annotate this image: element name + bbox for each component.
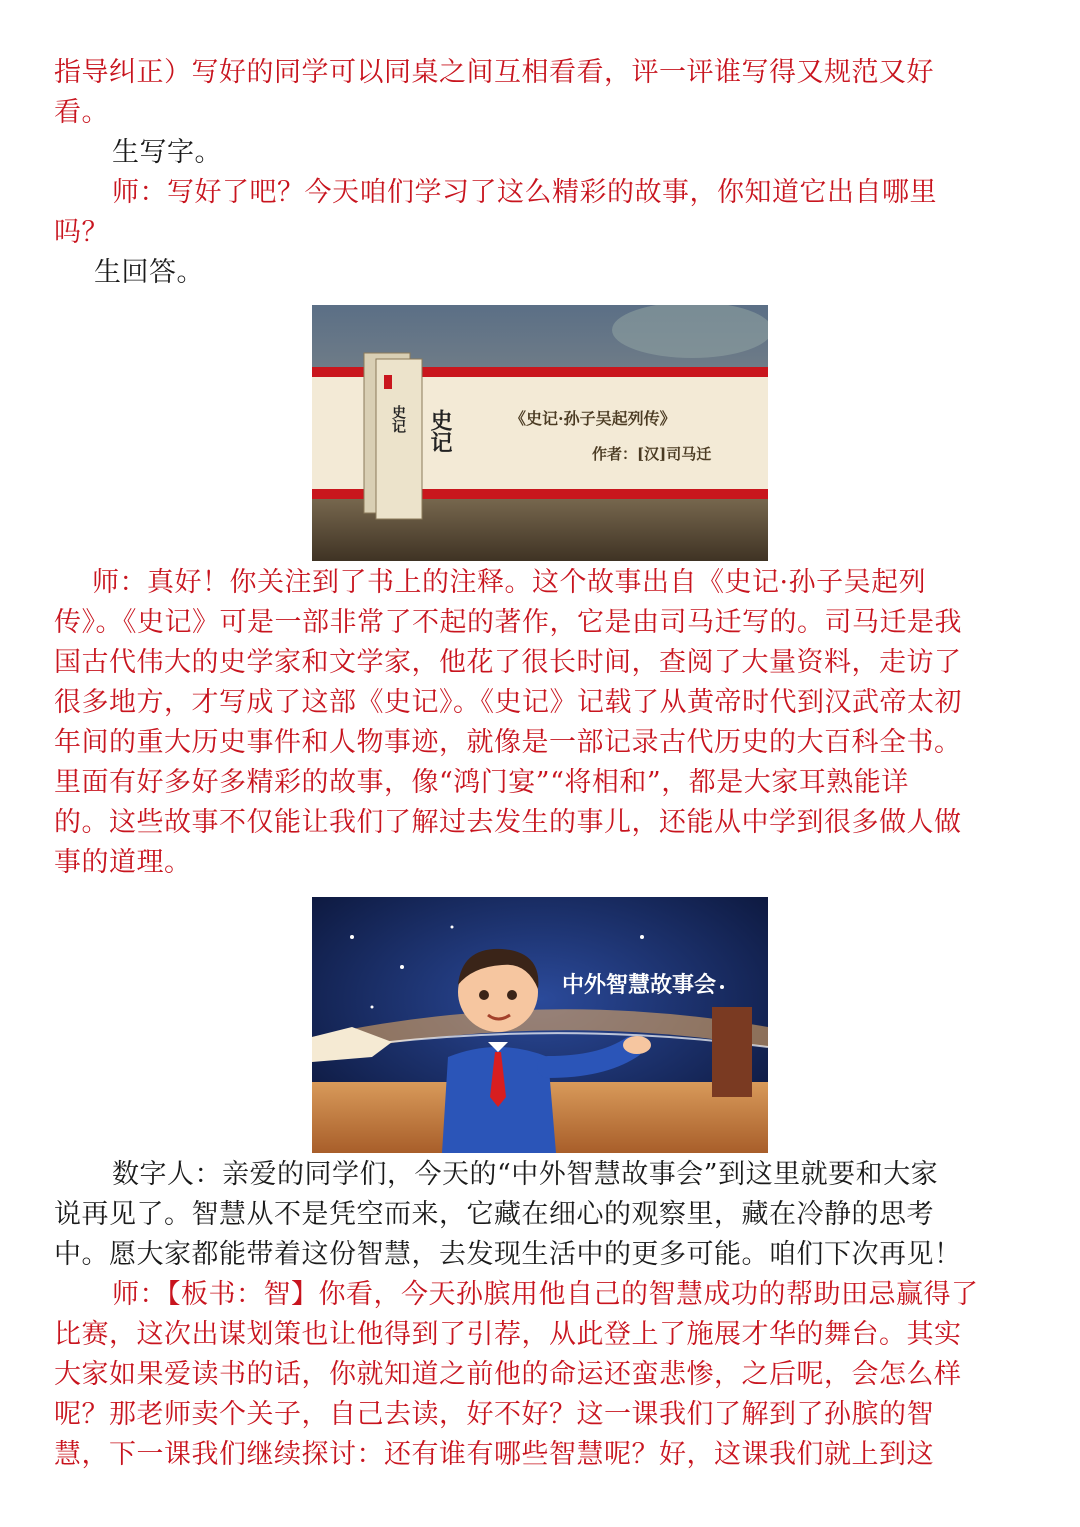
digital-host-image [312, 897, 768, 1153]
text-line: 师：写好了吧？今天咱们学习了这么精彩的故事，你知道它出自哪里 [112, 177, 937, 208]
shiji-book-image [312, 305, 768, 561]
text-line: 中。愿大家都能带着这份智慧，去发现生活中的更多可能。咱们下次再见！ [54, 1239, 962, 1270]
text-line: 很多地方，才写成了这部《史记》。《史记》记载了从黄帝时代到汉武帝太初 [54, 687, 962, 718]
text-line: 大家如果爱读书的话，你就知道之前他的命运还蛮悲惨，之后呢，会怎么样 [54, 1359, 962, 1390]
text-line: 年间的重大历史事件和人物事迹，就像是一部记录古代历史的大百科全书。 [54, 727, 962, 758]
figure-caption-title: 《史记·孙子吴起列传》 [510, 409, 676, 428]
text-line: 指导纠正）写好的同学可以同桌之间互相看看，评一评谁写得又规范又好 [54, 57, 934, 88]
text-line: 生回答。 [94, 257, 204, 288]
text-line: 比赛，这次出谋划策也让他得到了引荐，从此登上了施展才华的舞台。其实 [54, 1319, 962, 1350]
text-line: 数字人：亲爱的同学们，今天的“中外智慧故事会”到这里就要和大家 [112, 1159, 939, 1190]
text-line: 师：真好！你关注到了书上的注释。这个故事出自《史记·孙子吴起列 [92, 567, 927, 598]
text-line: 呢？那老师卖个关子，自己去读，好不好？这一课我们了解到了孙膑的智 [54, 1399, 934, 1430]
text-line: 师：【板书：智】你看，今天孙膑用他自己的智慧成功的帮助田忌赢得了 [112, 1279, 979, 1310]
text-line: 事的道理。 [54, 847, 192, 878]
figure-caption-author: 作者：[汉]司马迁 [592, 445, 712, 463]
text-line: 国古代伟大的史学家和文学家，他花了很长时间，查阅了大量资料，走访了 [54, 647, 962, 678]
text-line: 慧，下一课我们继续探讨：还有谁有哪些智慧呢？好，这课我们就上到这 [54, 1439, 934, 1470]
book-cover-title: 史记 [427, 409, 453, 453]
text-line: 吗？ [54, 217, 109, 248]
text-line: 生写字。 [112, 137, 222, 168]
text-line: 传》。《史记》可是一部非常了不起的著作，它是由司马迁写的。司马迁是我 [54, 607, 962, 638]
banner-title: 中外智慧故事会 [562, 972, 717, 998]
text-line: 的。这些故事不仅能让我们了解过去发生的事儿，还能从中学到很多做人做 [54, 807, 962, 838]
text-line: 里面有好多好多精彩的故事，像“鸿门宴”“将相和”，都是大家耳熟能详 [54, 767, 909, 798]
text-line: 看。 [54, 97, 109, 128]
text-line: 说再见了。智慧从不是凭空而来，它藏在细心的观察里，藏在冷静的思考 [54, 1199, 934, 1230]
book-spine-title: 史记 [390, 405, 406, 433]
